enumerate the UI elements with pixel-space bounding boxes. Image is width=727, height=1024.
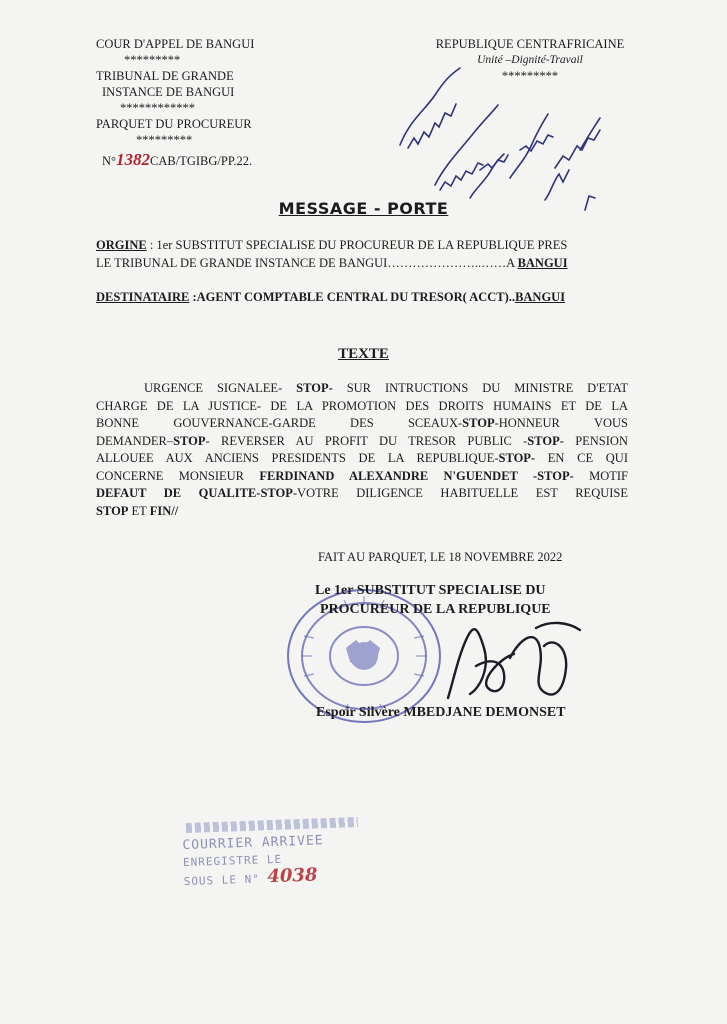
date-place-line: FAIT AU PARQUET, LE 18 NOVEMBRE 2022 [318, 550, 563, 564]
destinataire-place: BANGUI [515, 290, 566, 304]
body-line: BONNE GOUVERNANCE-GARDE DES SCEAUX-STOP-HONNEUR VOUS [96, 416, 628, 430]
origin-label: ORGINE [96, 238, 147, 252]
body-line: CONCERNE MONSIEUR FERDINAND ALEXANDRE N'GUENDET -STOP- MOTIF [96, 468, 628, 483]
handwritten-signature [440, 618, 590, 708]
received-stamp [182, 817, 365, 903]
court-name: COUR D'APPEL DE BANGUI [96, 37, 255, 51]
header-left [96, 36, 254, 169]
parquet-name: PARQUET DU PROCUREUR [96, 117, 252, 131]
body-line: ALLOUEE AUX ANCIENS PRESIDENTS DE LA REPUBLIQUE-STOP- EN CE QUI [96, 451, 628, 465]
body-line: URGENCE SIGNALEE- STOP- SUR INTRUCTIONS DU MINISTRE D'ETAT [144, 381, 628, 395]
separator: ************ [120, 101, 195, 115]
handwritten-annotation [380, 50, 620, 220]
origin-place: BANGUI [517, 256, 568, 270]
stamp-registration-number: 4038 [267, 864, 318, 888]
body-line: STOP ET FIN// [96, 503, 179, 518]
body-line: CHARGE DE LA JUSTICE- DE LA PROMOTION DES DROITS HUMAINS ET DE LA [96, 398, 628, 413]
stamp-line-2: ENREGISTRE LE [182, 852, 283, 870]
separator: ********* [501, 69, 559, 83]
tribunal-line-1: TRIBUNAL DE GRANDE [96, 69, 234, 83]
origin-line-2: LE TRIBUNAL DE GRANDE INSTANCE DE BANGUI…………………..……A BANGUI [96, 256, 568, 270]
stamp-line-3: SOUS LE N° 4038 [183, 864, 318, 889]
texte-heading: TEXTE [338, 346, 389, 362]
signatory-name: Espoir Silvère MBEDJANE DEMONSET [316, 705, 566, 720]
handwritten-ref-number: 1382 [116, 150, 151, 169]
reference-number: N°1382CAB/TGIBG/PP.22. [102, 150, 253, 169]
tribunal-line-2: INSTANCE DE BANGUI [102, 85, 235, 99]
signatory-title-2: PROCUREUR DE LA REPUBLIQUE [320, 602, 551, 617]
destinataire-line: DESTINATAIRE :AGENT COMPTABLE CENTRAL DU TRESOR( ACCT)..BANGUI [96, 290, 566, 304]
body-line: DEFAUT DE QUALITE-STOP-VOTRE DILIGENCE HABITUELLE EST REQUISE [96, 486, 628, 500]
national-motto: Unité –Dignité-Travail [477, 54, 583, 66]
document-title: MESSAGE - PORTE [278, 199, 449, 218]
stamp-header-bar [186, 817, 358, 833]
stamp-line-1: COURRIER ARRIVEE [182, 833, 324, 854]
signatory-title-1: Le 1er SUBSTITUT SPECIALISE DU [315, 583, 546, 598]
origin-line-1: ORGINE : 1er SUBSTITUT SPECIALISE DU PROCUREUR DE LA REPUBLIQUE PRES [96, 238, 568, 252]
separator: ********* [136, 133, 193, 147]
destinataire-label: DESTINATAIRE [96, 290, 190, 304]
separator: ********* [124, 53, 181, 67]
message-body [96, 380, 628, 520]
country-name: REPUBLIQUE CENTRAFRICAINE [435, 37, 625, 51]
body-line: DEMANDER–STOP- REVERSER AU PROFIT DU TRESOR PUBLIC -STOP- PENSION [96, 433, 628, 448]
